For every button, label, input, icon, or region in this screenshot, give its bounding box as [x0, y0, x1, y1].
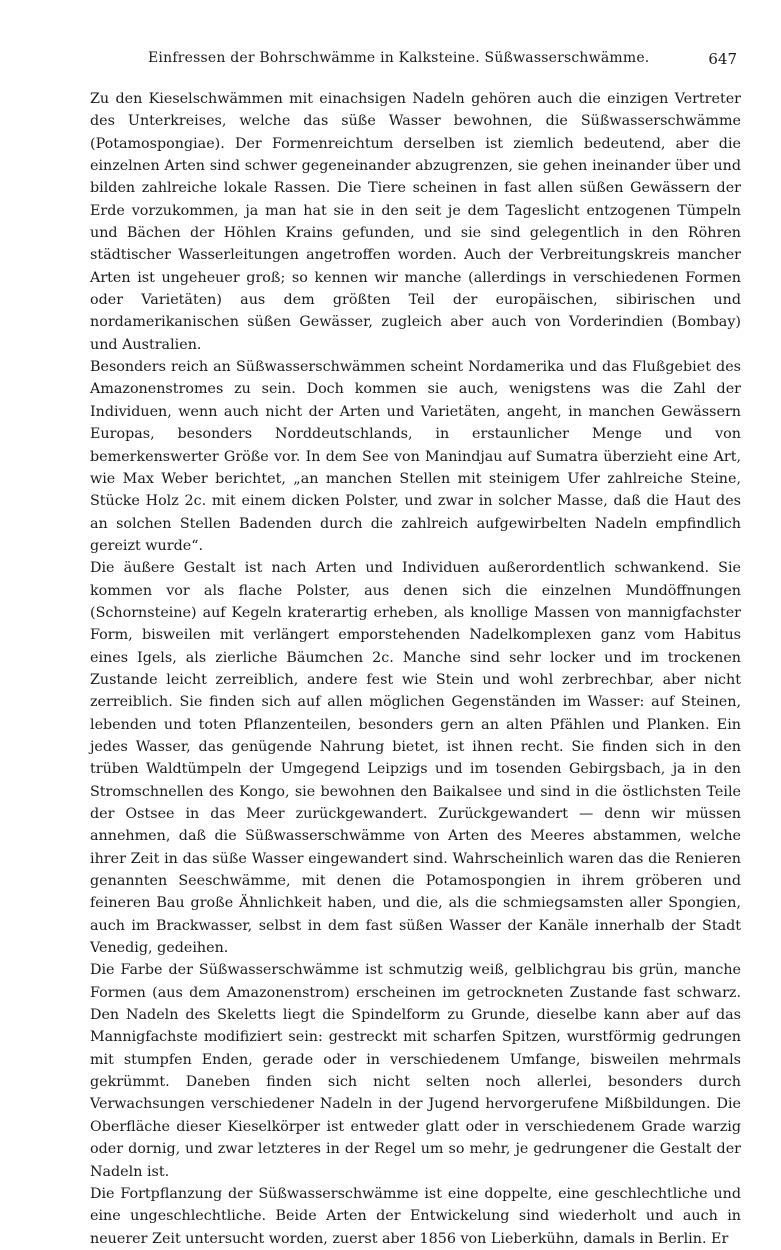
paragraph: Die Farbe der Süßwasserschwämme ist schmutzig weiß, gelblichgrau bis grün, manche Formen (aus dem Amazonenstrom) erscheinen im getrockneten Zustande fast schwarz. Den Nadeln des Skeletts liegt die Spindelform zu Grunde, dieselbe kann aber auf das Mannigfachste modifiziert sein: gestreckt mit scharfen Spitzen, wurstförmig gedrungen mit stumpfen Enden, gerade oder in verschiedenem Umfange, bisweilen mehrmals gekrümmt. Daneben finden sich nicht selten noch allerlei, besonders durch Verwachsungen verschiedener Nadeln in der Jugend hervorgerufene Mißbildungen. Die Oberfläche dieser Kieselkörper ist entweder glatt oder in verschiedenem Grade warzig oder dornig, und zwar letzteres in der Regel um so mehr, je gedrungener die Gestalt der Nadeln ist. [90, 962, 741, 1180]
paragraph: Die äußere Gestalt ist nach Arten und Individuen außerordentlich schwankend. Sie kommen vor als flache Polster, aus denen sich die einzelnen Mundöffnungen (Schornsteine) auf Kegeln kraterartig erheben, als knollige Massen von mannigfachster Form, bisweilen mit verlängert emporstehenden Nadelkomplexen ganz vom Habitus eines Igels, als zierliche Bäumchen 2c. Manche sind sehr locker und im trockenen Zustande leicht zerreiblich, andere fest wie Stein und wohl zerbrechbar, aber nicht zerreiblich. Sie finden sich auf allen möglichen Gegenständen im Wasser: auf Steinen, lebenden und toten Pflanzenteilen, besonders gern an alten Pfählen und Planken. Ein jedes Wasser, das genügende Nahrung bietet, ist ihnen recht. Sie finden sich in den trüben Waldtümpeln der Umgegend Leipzigs und im tosenden Gebirgsbach, ja in den Stromschnellen des Kongo, sie bewohnen den Baikalsee und sind in die östlichsten Teile der Ostsee in das Meer zurückgewandert. Zurückgewandert — denn wir müssen annehmen, daß die Süßwasserschwämme von Arten des Meeres abstammen, welche ihrer Zeit in das süße Wasser eingewandert sind. Wahrscheinlich waren das die Renieren genannten Seeschwämme, mit denen die Potamospongien in ihrem gröberen und feineren Bau große Ähnlichkeit haben, und die, als die schmiegsamsten aller Spongien, auch im Brackwasser, selbst in dem fast süßen Wasser der Kanäle innerhalb der Stadt Venedig, gedeihen. [90, 560, 741, 957]
page-header [90, 50, 741, 76]
paragraph: Zu den Kieselschwämmen mit einachsigen Nadeln gehören auch die einzigen Vertreter des Unterkreises, welche das süße Wasser bewohnen, die Süßwasserschwämme (Potamospongiae). Der Formenreichtum derselben ist ziemlich bedeutend, aber die einzelnen Arten sind schwer gegeneinander abzugrenzen, sie gehen ineinander über und bilden zahlreiche lokale Rassen. Die Tiere scheinen in fast allen süßen Gewässern der Erde vorzukommen, ja man hat sie in den seit je dem Tageslicht entzogenen Tümpeln und Bächen der Höhlen Krains gefunden, und sie sind gelegentlich in den Röhren städtischer Wasserleitungen angetroffen worden. Auch der Verbreitungskreis mancher Arten ist ungeheuer groß; so kennen wir manche (allerdings in verschiedenen Formen oder Varietäten) aus dem größten Teil der europäischen, sibirischen und nordamerikanischen süßen Gewässer, zugleich aber auch von Vorderindien (Bombay) und Australien. [90, 91, 741, 353]
paragraph: Die Fortpflanzung der Süßwasserschwämme ist eine doppelte, eine geschlechtliche und eine ungeschlechtliche. Beide Arten der Entwickelung sind wiederholt und auch in neuerer Zeit untersucht worden, zuerst aber 1856 von Lieberkühn, damals in Berlin. Er [90, 1185, 741, 1247]
paragraph: Besonders reich an Süßwasserschwämmen scheint Nordamerika und das Flußgebiet des Amazonenstromes zu sein. Doch kommen sie auch, wenigstens was die Zahl der Individuen, wenn auch nicht der Arten und Varietäten, angeht, in manchen Gewässern Europas, besonders Norddeutschlands, in erstaunlicher Menge und von bemerkenswerter Größe vor. In dem See von Manindjau auf Sumatra überzieht eine Art, wie Max Weber berichtet, „an manchen Stellen mit steinigem Ufer zahlreiche Steine, Stücke Holz 2c. mit einem dicken Polster, und zwar in solcher Masse, daß die Haut des an solchen Stellen Badenden durch die zahlreich aufgewirbelten Nadeln empfindlich gereizt wurde“. [90, 359, 741, 554]
page-number: 647 [708, 50, 737, 68]
running-head: Einfressen der Bohrschwämme in Kalksteine. Süßwasserschwämme. [148, 50, 650, 66]
page-body [90, 88, 741, 1250]
